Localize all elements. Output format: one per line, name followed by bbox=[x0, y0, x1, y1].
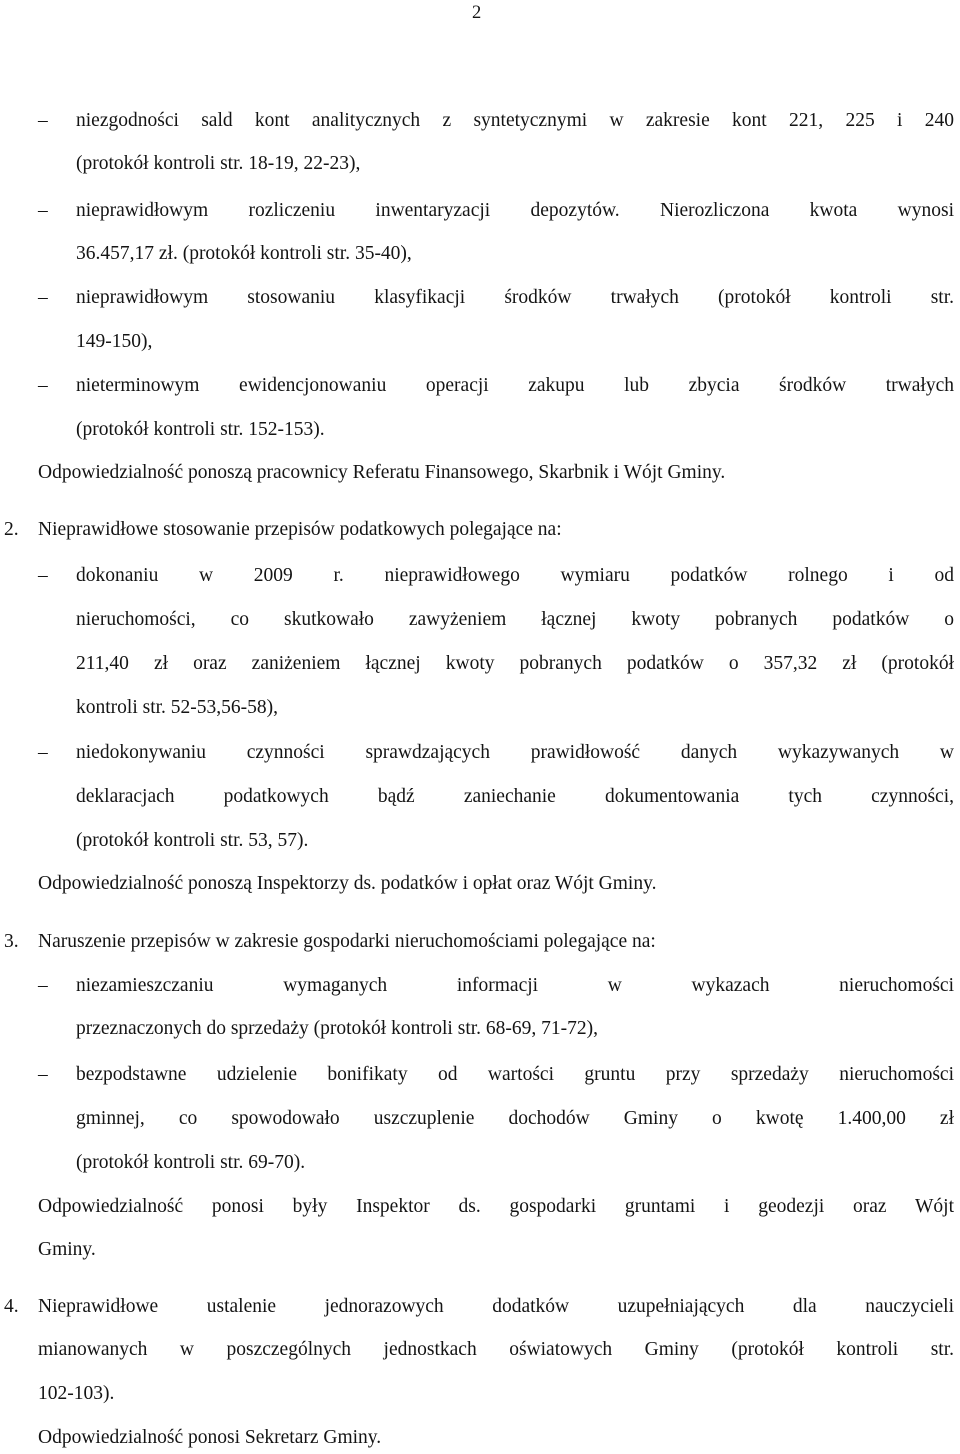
responsibility-statement: Odpowiedzialność ponoszą pracownicy Referatu Finansowego, Skarbnik i Wójt Gminy. bbox=[38, 462, 726, 483]
bullet-text-line: 149-150), bbox=[76, 331, 153, 352]
responsibility-statement: Odpowiedzialność ponosi były Inspektor ds. gospodarki gruntami i geodezji oraz Wójt bbox=[38, 1196, 954, 1217]
bullet-text-line: przeznaczonych do sprzedaży (protokół kontroli str. 68-69, 71-72), bbox=[76, 1018, 599, 1039]
bullet-text-line: niezamieszczaniu wymaganych informacji w wykazach nieruchomości bbox=[76, 975, 954, 996]
bullet-text-line: nieterminowym ewidencjonowaniu operacji zakupu lub zbycia środków trwałych bbox=[76, 375, 954, 396]
section-text-line: mianowanych w poszczególnych jednostkach oświatowych Gminy (protokół kontroli str. bbox=[38, 1339, 954, 1360]
bullet-text-line: niezgodności sald kont analitycznych z syntetycznymi w zakresie kont 221, 225 i 240 bbox=[76, 110, 954, 131]
bullet-dash: – bbox=[38, 375, 48, 396]
bullet-text-line: (protokół kontroli str. 18-19, 22-23), bbox=[76, 153, 361, 174]
responsibility-statement: Odpowiedzialność ponoszą Inspektorzy ds. podatków i opłat oraz Wójt Gminy. bbox=[38, 873, 657, 894]
bullet-text-line: dokonaniu w 2009 r. nieprawidłowego wymiaru podatków rolnego i od bbox=[76, 565, 954, 586]
bullet-text-line: gminnej, co spowodowało uszczuplenie dochodów Gminy o kwotę 1.400,00 zł bbox=[76, 1108, 954, 1129]
bullet-text-line: niedokonywaniu czynności sprawdzających prawidłowość danych wykazywanych w bbox=[76, 742, 954, 763]
bullet-dash: – bbox=[38, 1064, 48, 1085]
bullet-text-line: nieprawidłowym stosowaniu klasyfikacji środków trwałych (protokół kontroli str. bbox=[76, 287, 954, 308]
bullet-dash: – bbox=[38, 975, 48, 996]
bullet-text-line: nieprawidłowym rozliczeniu inwentaryzacji depozytów. Nierozliczona kwota wynosi bbox=[76, 200, 954, 221]
bullet-dash: – bbox=[38, 565, 48, 586]
bullet-text-line: nieruchomości, co skutkowało zawyżeniem łącznej kwoty pobranych podatków o bbox=[76, 609, 954, 630]
bullet-dash: – bbox=[38, 742, 48, 763]
bullet-text-line: (protokół kontroli str. 53, 57). bbox=[76, 830, 309, 851]
bullet-dash: – bbox=[38, 287, 48, 308]
bullet-text-line: (protokół kontroli str. 152-153). bbox=[76, 419, 325, 440]
section-title: Naruszenie przepisów w zakresie gospodarki nieruchomościami polegające na: bbox=[38, 931, 656, 952]
bullet-text-line: kontroli str. 52-53,56-58), bbox=[76, 697, 279, 718]
bullet-dash: – bbox=[38, 200, 48, 221]
bullet-dash: – bbox=[38, 110, 48, 131]
responsibility-statement: Odpowiedzialność ponosi Sekretarz Gminy. bbox=[38, 1427, 382, 1448]
section-title: Nieprawidłowe stosowanie przepisów podatkowych polegające na: bbox=[38, 519, 562, 540]
section-text-line: Nieprawidłowe ustalenie jednorazowych dodatków uzupełniających dla nauczycieli bbox=[38, 1296, 954, 1317]
bullet-text-line: deklaracjach podatkowych bądź zaniechanie dokumentowania tych czynności, bbox=[76, 786, 954, 807]
bullet-text-line: (protokół kontroli str. 69-70). bbox=[76, 1152, 306, 1173]
page-number: 2 bbox=[472, 3, 482, 23]
responsibility-statement-continued: Gminy. bbox=[38, 1239, 96, 1260]
section-number: 2. bbox=[4, 519, 19, 540]
section-text-line: 102-103). bbox=[38, 1383, 115, 1404]
bullet-text-line: 36.457,17 zł. (protokół kontroli str. 35-40), bbox=[76, 243, 412, 264]
bullet-text-line: 211,40 zł oraz zaniżeniem łącznej kwoty pobranych podatków o 357,32 zł (protokół bbox=[76, 653, 954, 674]
bullet-text-line: bezpodstawne udzielenie bonifikaty od wartości gruntu przy sprzedaży nieruchomości bbox=[76, 1064, 954, 1085]
section-number: 4. bbox=[4, 1296, 19, 1317]
section-number: 3. bbox=[4, 931, 19, 952]
